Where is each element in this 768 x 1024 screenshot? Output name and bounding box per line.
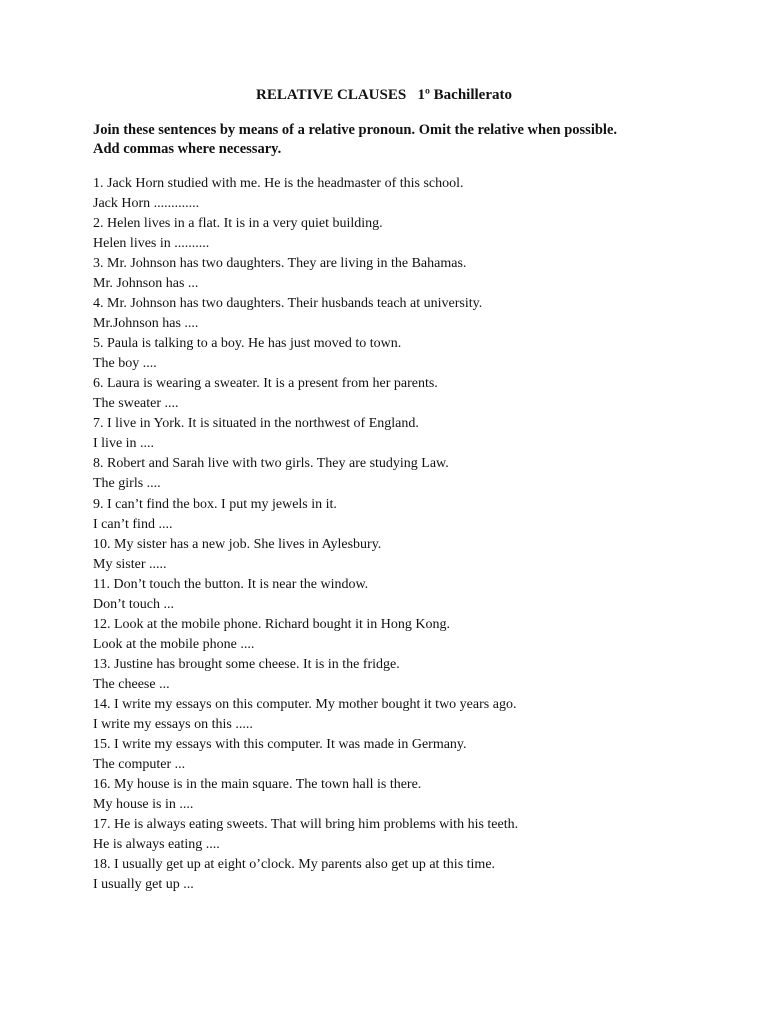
exercise-prompt: Look at the mobile phone .... [93,636,255,652]
exercise-question: 6. Laura is wearing a sweater. It is a present from her parents. [93,376,438,392]
exercise-item [93,294,713,334]
exercise-question: 2. Helen lives in a flat. It is in a very quiet building. [93,216,383,232]
exercise-question: 7. I live in York. It is situated in the northwest of England. [93,416,419,432]
exercise-prompt: The computer ... [93,756,186,772]
exercise-item [93,735,713,775]
exercise-prompt: I usually get up ... [93,877,194,893]
exercise-item [93,454,713,494]
exercise-item [93,855,713,895]
exercise-prompt: Mr. Johnson has ... [93,276,199,292]
exercise-prompt: Don’t touch ... [93,596,175,612]
exercise-item [93,334,713,374]
instructions [93,121,693,159]
exercise-item [93,815,713,855]
exercise-prompt: I can’t find .... [93,516,173,532]
instruction-line: Join these sentences by means of a relative pronoun. Omit the relative when possible. [93,122,618,138]
exercise-item [93,775,713,815]
exercise-prompt: The cheese ... [93,676,170,692]
exercise-question: 1. Jack Horn studied with me. He is the headmaster of this school. [93,176,464,191]
exercise-question: 18. I usually get up at eight o’clock. My parents also get up at this time. [93,857,496,873]
exercise-item [93,655,713,695]
exercise-item [93,495,713,535]
instruction-line: Add commas where necessary. [93,141,282,157]
exercise-item [93,374,713,414]
exercise-item [93,695,713,735]
exercise-question: 3. Mr. Johnson has two daughters. They are living in the Bahamas. [93,256,467,272]
exercise-prompt: He is always eating .... [93,837,220,853]
exercise-list [93,174,713,895]
exercise-item [93,575,713,615]
exercise-prompt: Jack Horn ............. [93,196,200,212]
exercise-question: 14. I write my essays on this computer. My mother bought it two years ago. [93,696,517,712]
exercise-prompt: The girls .... [93,476,161,492]
exercise-item [93,254,713,294]
exercise-prompt: I write my essays on this ..... [93,716,253,732]
exercise-question: 17. He is always eating sweets. That will bring him problems with his teeth. [93,817,519,832]
exercise-question: 12. Look at the mobile phone. Richard bought it in Hong Kong. [93,616,450,632]
exercise-question: 16. My house is in the main square. The town hall is there. [93,776,422,792]
exercise-question: 9. I can’t find the box. I put my jewels in it. [93,496,337,512]
exercise-prompt: My house is in .... [93,796,194,812]
exercise-prompt: Mr.Johnson has .... [93,316,199,332]
exercise-item [93,535,713,575]
exercise-prompt: My sister ..... [93,556,167,572]
exercise-prompt: Helen lives in .......... [93,236,210,252]
exercise-question: 10. My sister has a new job. She lives in Aylesbury. [93,536,382,552]
exercise-item [93,414,713,454]
exercise-item [93,214,713,254]
exercise-question: 5. Paula is talking to a boy. He has just moved to town. [93,336,402,352]
exercise-prompt: The sweater .... [93,396,179,412]
exercise-question: 11. Don’t touch the button. It is near the window. [93,576,369,592]
exercise-item [93,174,713,214]
exercise-item [93,615,713,655]
exercise-prompt: The boy .... [93,356,157,372]
exercise-question: 4. Mr. Johnson has two daughters. Their husbands teach at university. [93,296,483,312]
exercise-question: 13. Justine has brought some cheese. It is in the fridge. [93,656,400,672]
page-title: RELATIVE CLAUSES 1º Bachillerato [256,87,512,103]
exercise-question: 15. I write my essays with this computer. It was made in Germany. [93,736,467,752]
exercise-prompt: I live in .... [93,436,155,452]
exercise-question: 8. Robert and Sarah live with two girls. They are studying Law. [93,456,449,472]
